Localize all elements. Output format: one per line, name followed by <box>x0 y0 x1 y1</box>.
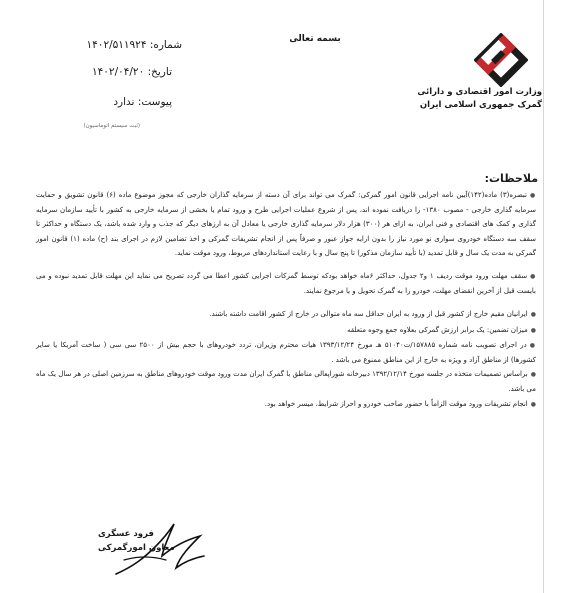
page-edge-divider <box>543 0 544 593</box>
note-paragraph: ●براساس تصمیمات متخذه در جلسه مورخ ۱۳۹۲/۱۲/۱۴ دبیرخانه شوراپعالی مناطق با گمرک ایران مدت ورود موقت خودروهای مناطق به سرزمین اصلی در هر سال یک ماه می باشد. <box>36 370 536 394</box>
letter-attachment-row <box>103 96 172 108</box>
bullet-icon: ● <box>530 311 536 319</box>
bullet-icon: ● <box>530 400 536 408</box>
signatory-title: معاون امورگمرکی <box>98 543 175 553</box>
automation-stamp-note: (ثبت سیستم اتوماسیون) <box>83 123 140 129</box>
customs-logo-icon <box>474 33 528 87</box>
bullet-icon: ● <box>530 326 536 334</box>
attachment-value: ندارد <box>113 96 135 108</box>
basmala-heading: بسمه تعالی <box>289 34 341 44</box>
letter-number-value: ۱۴۰۲/۵۱۱۹۲۴ <box>86 39 147 51</box>
note-paragraph: ●تبصره(۳) ماده(۱۴۲)آیین نامه اجرایی قانون امور گمرکی: گمرک می تواند برای آن دسته از سرمایه گذاران خارجی که مجوز موضوع ماده (۶) قانون تشویق و حمایت سرمایه گذاری خارجی - مصوب ۱۳۸۰- را دریافت نموده اند، پس از شروع عملیات اجرایی طرح و ورود تمام یا بخشی از سرمایه خارجی به کشور با تأیید سازمان سرمایه گذاری و کمک های اقتصادی و فنی ایران، به ازای هر (۳۰۰) هزار دلار سرمایه گذاری خارجی یا معادل آن به ارزهای دیگر که جذب و وارد شده باشد، یک دستگاه و حداکثر تا سقف سه دستگاه خودروی سواری نو مورد نیاز را بدون ارایه جواز عبور و صرفاً پس از انجام تشریفات گمرکی و اخذ تضامین لازم در اجرای بند (ح) ماده (۱) قانون امور گمرکی به مدت یک سال و قابل تمدید (با تأیید سازمان مذکور) تا پنج سال و با رعایت استانداردهای مربوط، ورود موقت نماید. <box>36 191 537 257</box>
org-customs-name: گمرک جمهوری اسلامی ایران <box>419 100 542 110</box>
bullet-icon: ● <box>530 371 536 379</box>
note-paragraph: ●سقف مهلت ورود موقت ردیف ۱ و۲ جدول، حداکثر ۶ماه خواهد بودکه توسط گمرکات اجرایی کشور اعطا می گردد تصریح می نماید این مهلت قابل تمدید نبوده و می بایست قبل از آخرین انقضای مهلت، خودرو را به گمرک تحویل و یا مرجوع نمایند. <box>36 272 537 296</box>
note-paragraph: ●میزان تضمین: یک برابر ارزش گمرکی بعلاوه جمع وجوه متعلقه <box>347 325 536 334</box>
letter-number-label: شماره: <box>149 39 182 51</box>
note-paragraph: ●ایرانیان مقیم خارج از کشور قبل از ورود به ایران حداقل سه ماه متوالی در خارج از کشور اقامت داشته باشند. <box>209 310 536 319</box>
notes-body <box>36 188 536 412</box>
letter-date-row <box>82 66 172 78</box>
letter-date-label: تاریخ: <box>147 66 172 78</box>
signatory-name: فرود عسگری <box>98 529 154 539</box>
attachment-label: پیوست: <box>137 96 172 108</box>
letter-date-value: ۱۴۰۲/۰۴/۲۰ <box>92 66 145 78</box>
note-paragraph: ●در اجرای تصویب نامه شماره ۱۵۷۸۸۵/ت۵۱۰۴۰ هـ مورخ ۱۳۹۳/۱۲/۲۴ هیات محترم وزیران، تردد خودروهای با حجم بیش از ۲۵۰۰ سی سی ( ساخت آمریکا یا سایر کشورها) از مناطق آزاد و ویژه به خارج از این مناطق ممنوع می باشد . <box>36 340 536 365</box>
bullet-icon: ● <box>530 273 537 281</box>
org-ministry-name: وزارت امور اقتصادی و دارائی <box>417 87 542 97</box>
bullet-icon: ● <box>530 192 537 199</box>
note-paragraph: ●انجام تشریفات ورود موقت الزاماً با حضور صاحب خودرو و احراز شرایط، میسر خواهد بود. <box>264 399 536 408</box>
bullet-icon: ● <box>529 341 536 349</box>
notes-title: ملاحظات: <box>484 172 538 185</box>
letter-number-row <box>77 39 182 51</box>
